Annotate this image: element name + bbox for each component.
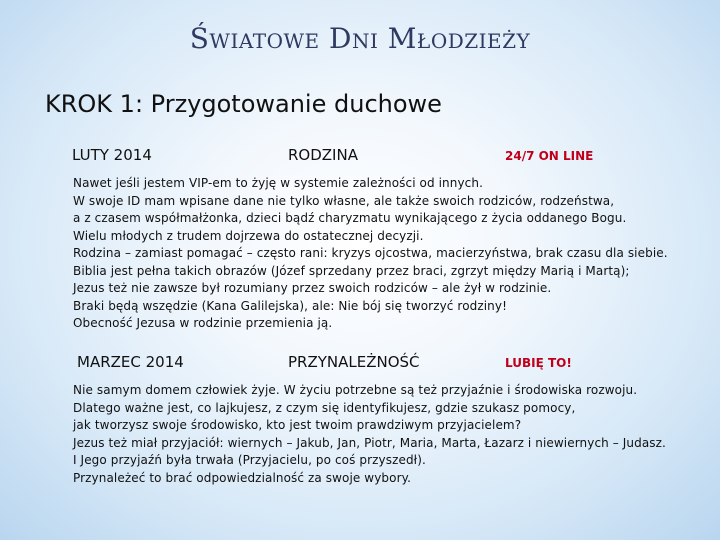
text-line: Rodzina – zamiast pomagać – często rani: kryzys ojcostwa, macierzyństwa, brak czasu dla siebie. [73,246,668,260]
section-text-przynaleznosc [73,382,713,487]
section-tag: 24/7 ON LINE [505,149,594,163]
text-line: Jezus też miał przyjaciół: wiernych – Jakub, Jan, Piotr, Maria, Marta, Łazarz i niewiernych – Judasz. [73,435,666,450]
section-tag: LUBIĘ TO! [505,356,572,370]
text-line: Braki będą wszędzie (Kana Galilejska), ale: Nie bój się tworzyć rodziny! [73,298,508,313]
section-topic: RODZINA [288,146,358,164]
section-date: LUTY 2014 [72,146,152,164]
text-line: Przynależeć to brać odpowiedzialność za swoje wybory. [73,470,412,485]
section-header-luty [0,146,720,170]
text-line: a z czasem współmałżonka, dzieci bądź charyzmatu wynikającego z życia oddanego Bogu. [73,211,627,225]
page-title: Światowe Dni Młodzieży [189,22,531,55]
text-line: Wielu młodych z trudem dojrzewa do ostatecznej decyzji. [73,228,424,243]
text-line: Nawet jeśli jestem VIP-em to żyję w systemie zależności od innych. [73,176,483,190]
section-date: MARZEC 2014 [77,353,184,371]
text-line: jak tworzysz swoje środowisko, kto jest twoim prawdziwym przyjacielem? [73,418,522,432]
text-line: Jezus też nie zawsze był rozumiany przez swoich rodziców – ale żył w rodzinie. [73,281,552,295]
section-topic: PRZYNALEŻNOŚĆ [288,353,420,371]
text-line: Nie samym domem człowiek żyje. W życiu potrzebne są też przyjaźnie i środowiska rozwoju. [73,383,638,397]
page-subtitle: KROK 1: Przygotowanie duchowe [45,90,442,118]
section-header-marzec [0,353,720,377]
text-line: Obecność Jezusa w rodzinie przemienia ją. [73,316,333,330]
text-line: W swoje ID mam wpisane dane nie tylko własne, ale także swoich rodziców, rodzeństwa, [73,193,615,208]
text-line: Dlatego ważne jest, co lajkujesz, z czym się identyfikujesz, gdzie szukasz pomocy, [73,400,576,415]
text-line: Biblia jest pełna takich obrazów (Józef sprzedany przez braci, zgrzyt między Marią i Martą); [73,263,630,278]
section-text-rodzina [73,175,713,333]
text-line: I Jego przyjaźń była trwała (Przyjacielu, po coś przyszedł). [73,453,426,467]
